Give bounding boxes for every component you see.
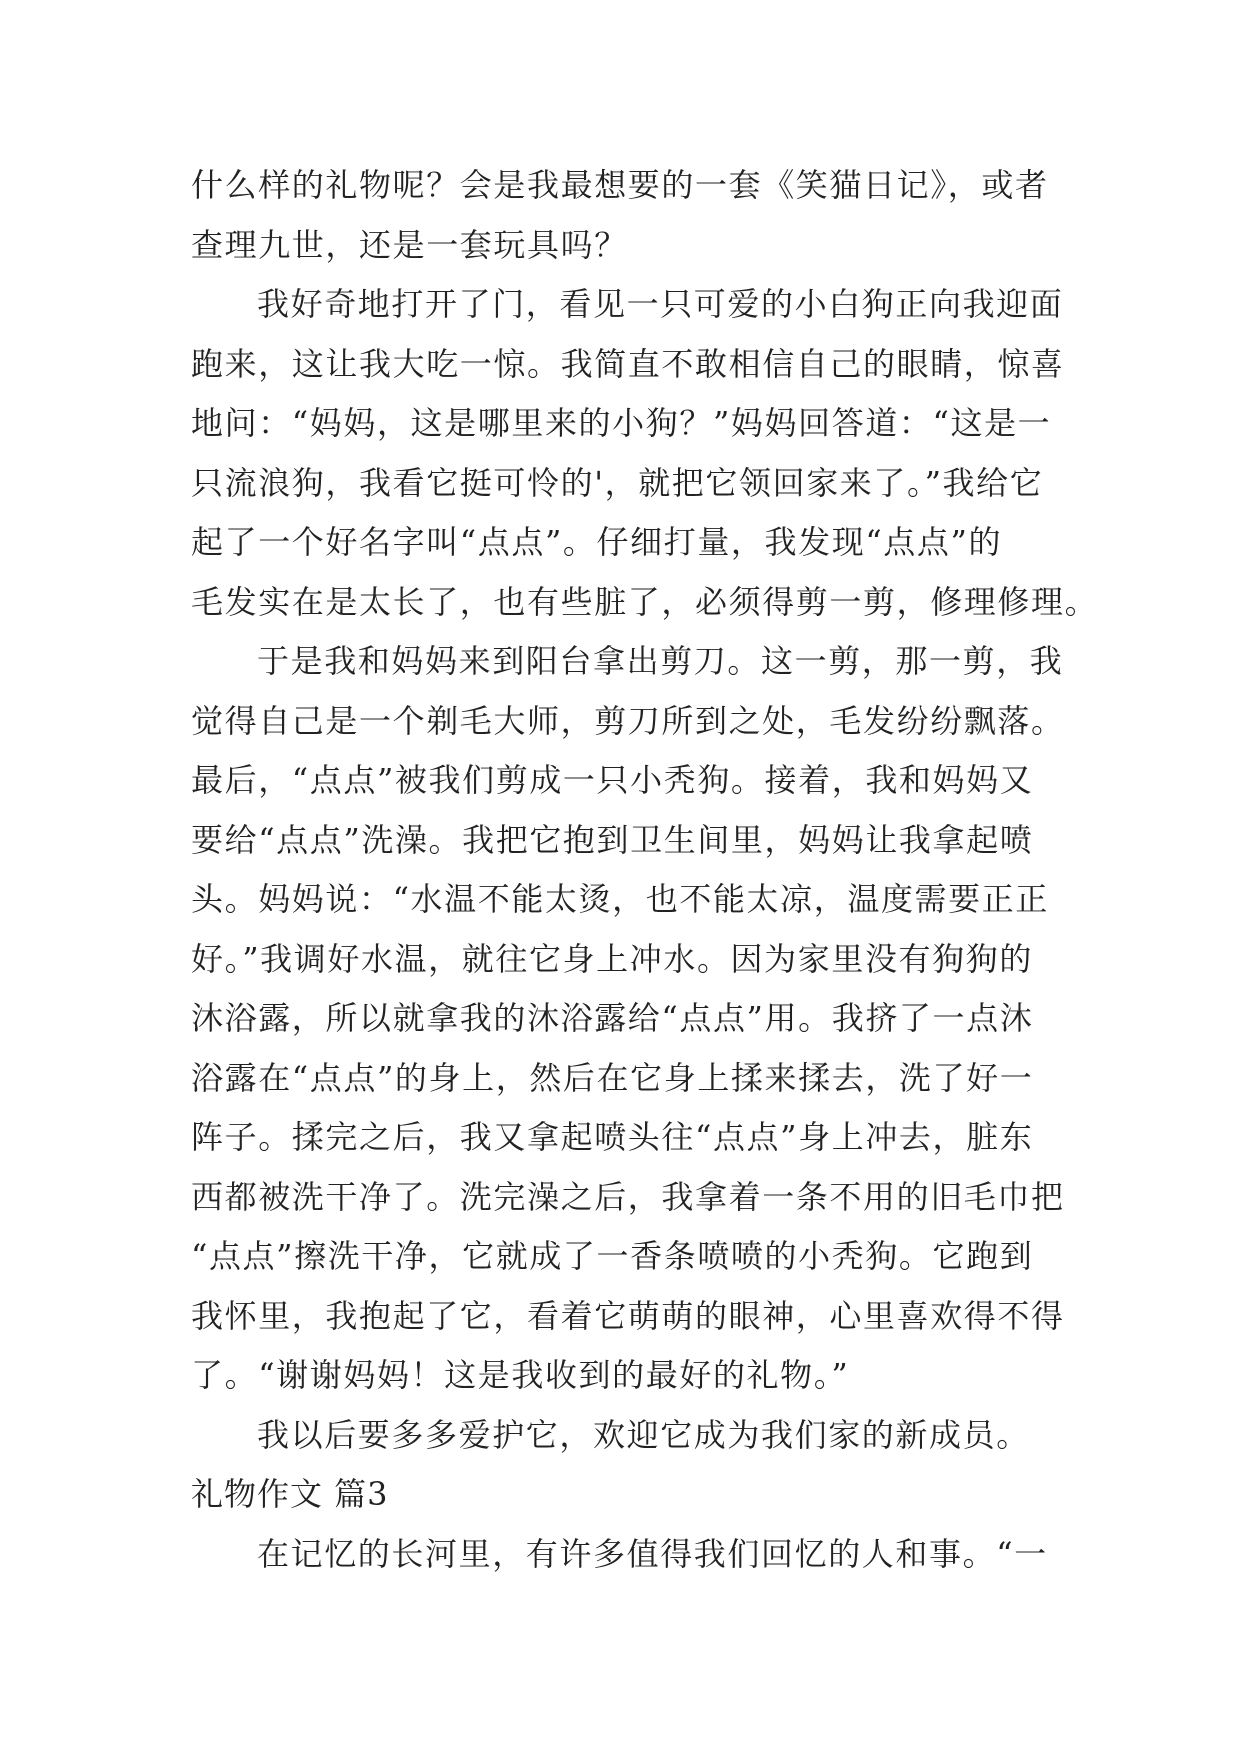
text-line: 什么样的礼物呢？会是我最想要的一套《笑猫日记》，或者 [191, 166, 1049, 204]
text-line: 阵子。揉完之后，我又拿起喷头往“点点”身上冲去，脏东 [191, 1118, 1034, 1156]
text-line: 跑来，这让我大吃一惊。我简直不敢相信自己的眼睛，惊喜 [191, 344, 1065, 383]
text-line: 浴露在“点点”的身上，然后在它身上揉来揉去，洗了好一 [191, 1058, 1034, 1097]
paragraph-start-line: 在记忆的长河里，有许多值得我们回忆的人和事。“一 [257, 1534, 1048, 1573]
essay-body [191, 156, 1099, 1584]
text-line: 沐浴露，所以就拿我的沐浴露给“点点”用。我挤了一点沐 [191, 999, 1034, 1037]
text-line: 地问：“妈妈，这是哪里来的小狗？”妈妈回答道：“这是一 [191, 404, 1052, 442]
text-line: 查理九世，还是一套玩具吗？ [191, 225, 628, 264]
text-line: 只流浪狗，我看它挺可怜的'，就把它领回家来了。”我给它 [191, 463, 1044, 502]
text-line: 起了一个好名字叫“点点”。仔细打量，我发现“点点”的 [191, 523, 1003, 561]
text-line: 最后，“点点”被我们剪成一只小秃狗。接着，我和妈妈又 [191, 761, 1034, 799]
paragraph-start-line: 我以后要多多爱护它，欢迎它成为我们家的新成员。 [257, 1415, 1030, 1454]
paragraph-start-line: 我好奇地打开了门，看见一只可爱的小白狗正向我迎面 [257, 285, 1064, 323]
text-line: 觉得自己是一个剃毛大师，剪刀所到之处，毛发纷纷飘落。 [191, 701, 1065, 740]
paragraph-start-line: 于是我和妈妈来到阳台拿出剪刀。这一剪，那一剪，我 [257, 642, 1064, 680]
section-heading: 礼物作文 篇3 [191, 1475, 389, 1513]
text-line: 要给“点点”洗澡。我把它抱到卫生间里，妈妈让我拿起喷 [191, 820, 1034, 859]
text-line: 头。妈妈说：“水温不能太烫，也不能太凉，温度需要正正 [191, 880, 1049, 918]
text-line: 西都被洗干净了。洗完澡之后，我拿着一条不用的旧毛巾把 [191, 1177, 1065, 1216]
text-line: 了。“谢谢妈妈！这是我收到的最好的礼物。” [191, 1356, 850, 1394]
text-line: 毛发实在是太长了，也有些脏了，必须得剪一剪，修理修理。 [191, 582, 1099, 621]
text-line: 我怀里，我抱起了它，看着它萌萌的眼神，心里喜欢得不得 [191, 1296, 1065, 1335]
text-line: “点点”擦洗干净，它就成了一香条喷喷的小秃狗。它跑到 [191, 1237, 1034, 1275]
text-line: 好。”我调好水温，就往它身上冲水。因为家里没有狗狗的 [191, 939, 1033, 978]
